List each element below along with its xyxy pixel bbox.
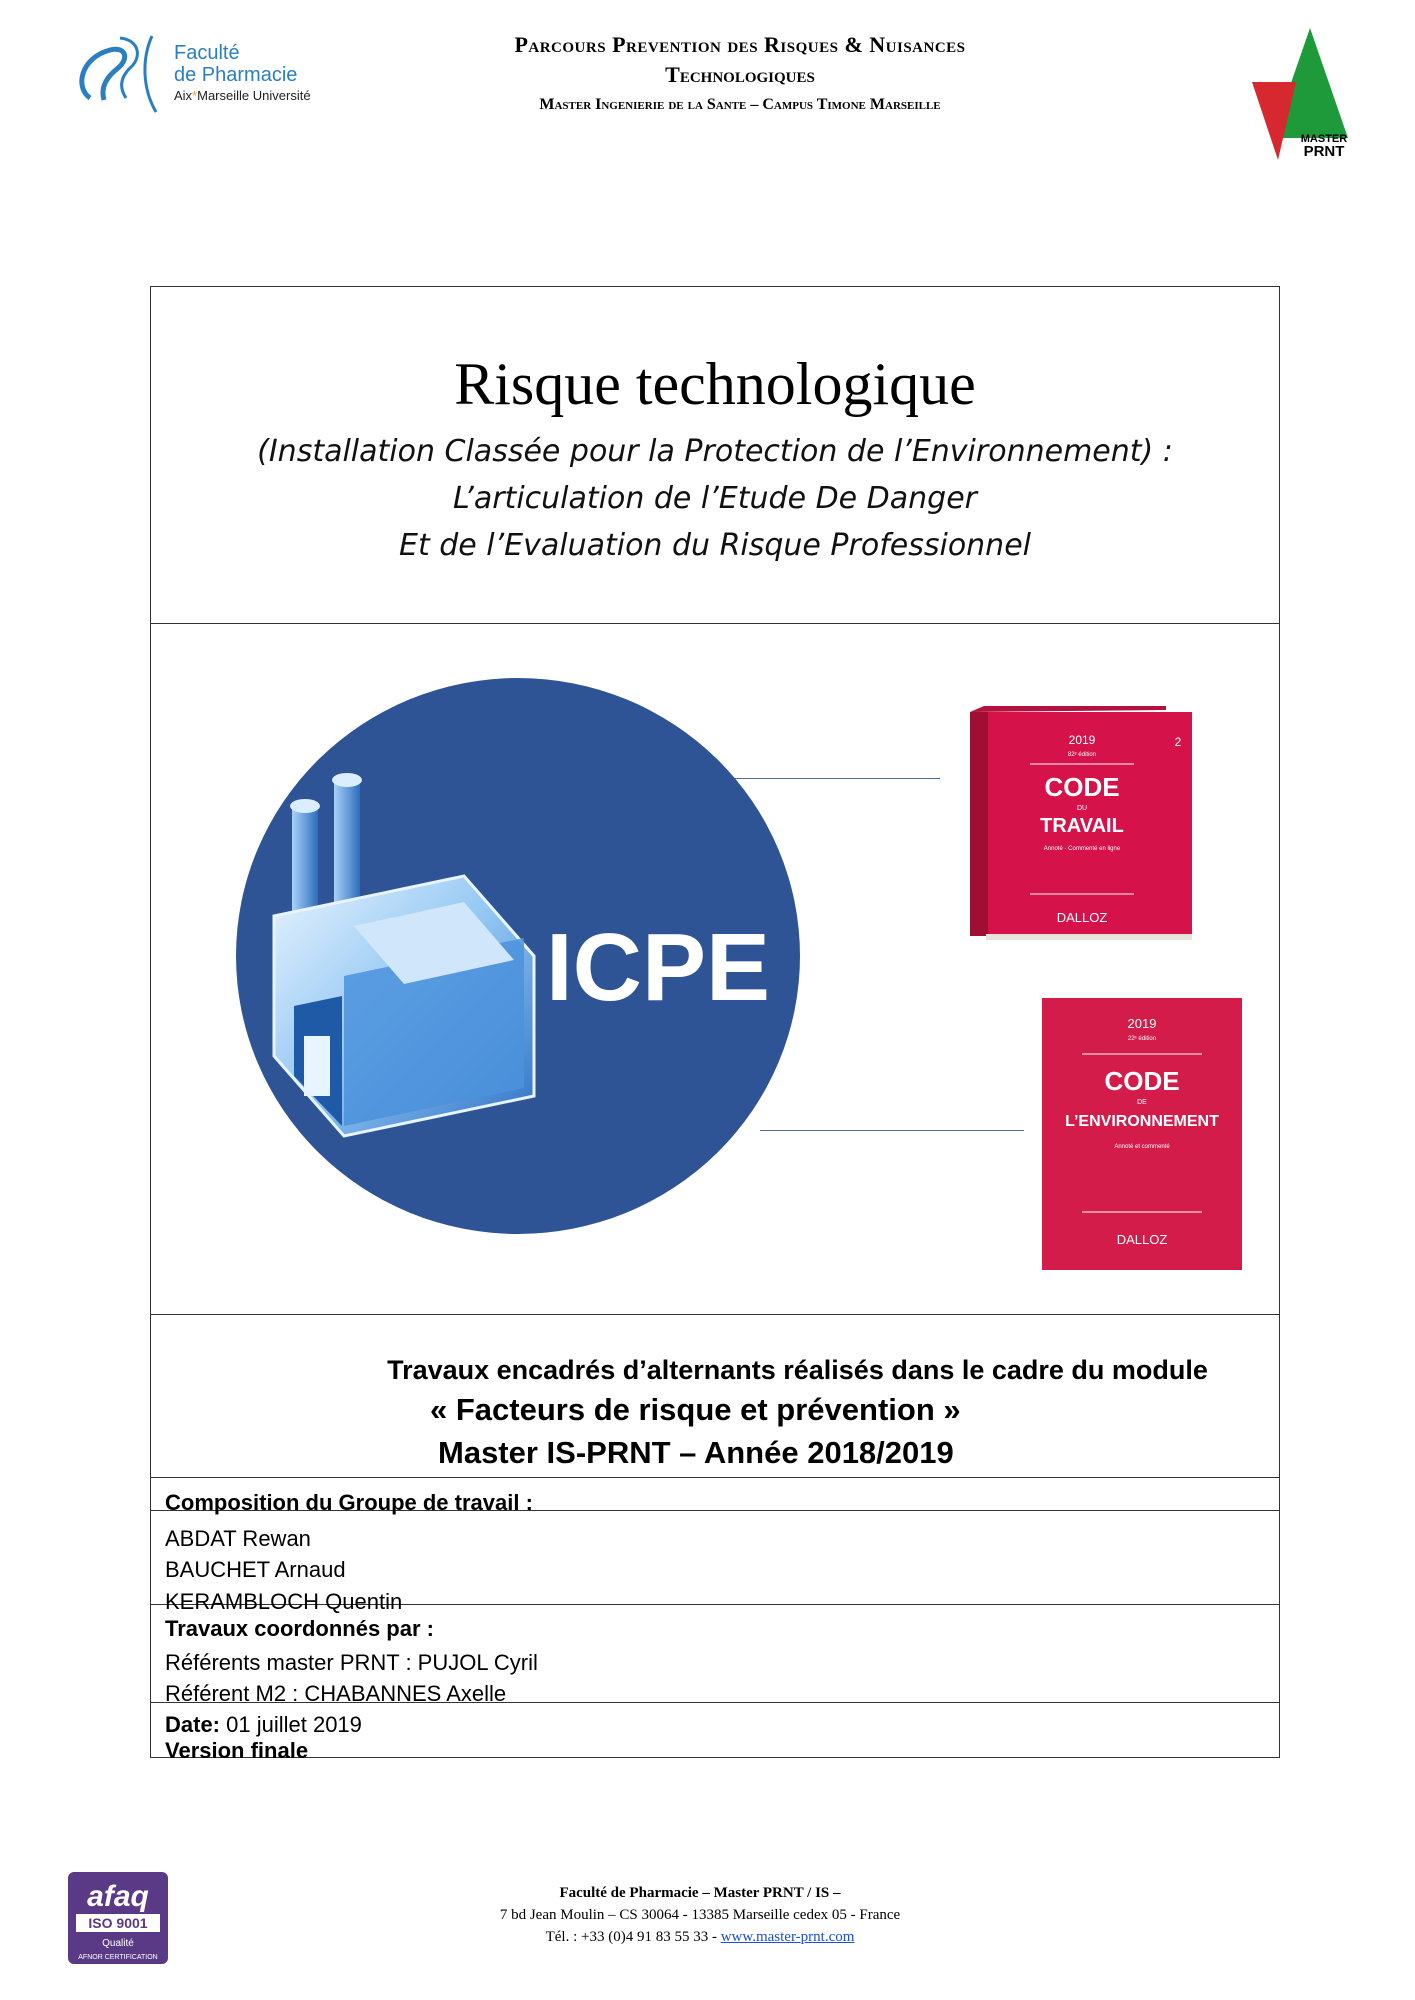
footer-line-3	[400, 1926, 1000, 1948]
university-star: *	[192, 87, 198, 103]
group-member: KERAMBLOCH Quentin	[165, 1589, 403, 1614]
icpe-label: ICPE	[545, 914, 771, 1021]
book1-number: 2	[1174, 735, 1182, 749]
book1-edition: 82ᵉ édition	[1067, 752, 1097, 758]
divider-module	[150, 1477, 1280, 1478]
book2-edition: 22ᵉ édition	[1127, 1036, 1157, 1042]
coordination-label: Travaux coordonnés par :	[165, 1616, 434, 1641]
prnt-logo-bottom: PRNT	[1303, 143, 1345, 160]
subtitle-line-1: (Installation Classée pour la Protection de l’Environnement) :	[257, 434, 1173, 469]
coordination-ref-2: Référent M2 : CHABANNES Axelle	[165, 1681, 507, 1706]
book-code-environnement	[1042, 998, 1242, 1270]
book1-annot: Annoté · Commenté en ligne	[1043, 846, 1121, 852]
footer-phone: Tél. : +33 (0)4 91 83 55 33 -	[545, 1929, 721, 1945]
master-year: Master IS-PRNT – Année 2018/2019	[438, 1435, 954, 1470]
afaq-top: afaq	[87, 1880, 149, 1913]
parcours-line-2: Technologiques	[665, 62, 815, 87]
afaq-cert: AFNOR CERTIFICATION	[78, 1954, 158, 1961]
divider-images	[150, 1314, 1280, 1315]
module-name: « Facteurs de risque et prévention »	[430, 1392, 961, 1427]
date-label: Date:	[165, 1712, 221, 1737]
subtitle-line-2: L’articulation de l’Etude De Danger	[452, 481, 977, 516]
prnt-triangles-icon	[1252, 28, 1352, 164]
book1-title-2: DU	[1076, 805, 1088, 812]
footer-line-2: 7 bd Jean Moulin – CS 30064 - 13385 Marseille cedex 05 - France	[499, 1907, 901, 1923]
afaq-iso-logo	[68, 1872, 168, 1964]
coordination-ref-1: Référents master PRNT : PUJOL Cyril	[165, 1650, 538, 1675]
master-prnt-logo	[1252, 28, 1352, 164]
date-line	[165, 1712, 362, 1738]
divider-title	[150, 623, 1280, 624]
header-title-block	[400, 32, 1080, 114]
footer-address	[400, 1882, 1000, 1948]
book2-publisher: DALLOZ	[1116, 1232, 1168, 1247]
book-code-du-travail	[970, 706, 1192, 942]
faculty-emblem-icon	[70, 28, 174, 118]
document-title: Risque technologique	[454, 351, 976, 417]
book2-annot: Annoté et commenté	[1114, 1144, 1170, 1150]
subtitle-line-3: Et de l’Evaluation du Risque Professionnel	[398, 528, 1031, 563]
document-subtitle	[150, 428, 1280, 569]
group-label: Composition du Groupe de travail :	[165, 1490, 533, 1515]
prnt-logo-top: MASTER	[1300, 133, 1348, 145]
book-environnement-icon	[1042, 998, 1242, 1270]
parcours-line-1: Parcours Prevention des Risques & Nuisances	[514, 32, 966, 57]
footer-line-1: Faculté de Pharmacie – Master PRNT / IS –	[559, 1885, 841, 1901]
book1-publisher: DALLOZ	[1056, 910, 1108, 925]
book1-title-3: TRAVAIL	[1040, 815, 1124, 837]
book-travail-icon	[970, 706, 1192, 942]
faculty-logo	[70, 28, 350, 118]
afaq-iso: ISO 9001	[88, 1915, 148, 1931]
faculty-line-2: de Pharmacie	[174, 64, 298, 87]
afaq-certification-icon	[68, 1872, 168, 1964]
website-link[interactable]: www.master-prnt.com	[720, 1929, 855, 1945]
faculty-name	[174, 42, 311, 103]
date-value: 01 juillet 2019	[220, 1712, 362, 1737]
book2-year: 2019	[1127, 1016, 1157, 1031]
group-member: BAUCHET Arnaud	[165, 1557, 346, 1582]
book1-year: 2019	[1068, 733, 1096, 747]
faculty-line-1: Faculté	[174, 42, 240, 64]
book2-title-3: L’ENVIRONNEMENT	[1065, 1113, 1219, 1130]
book1-title-1: CODE	[1044, 772, 1120, 802]
version-label: Version finale	[165, 1738, 309, 1763]
book2-title-2: DE	[1137, 1099, 1147, 1106]
module-intro: Travaux encadrés d’alternants réalisés dans le cadre du module	[387, 1355, 1208, 1385]
faculty-line-3	[174, 89, 311, 104]
factory-icon	[234, 676, 802, 1236]
master-line: Master Ingenierie de la Sante – Campus Timone Marseille	[539, 96, 941, 113]
book2-title-1: CODE	[1104, 1066, 1180, 1096]
university-marseille: Marseille Université	[197, 87, 311, 103]
afaq-quality: Qualité	[102, 1938, 134, 1949]
university-aix: Aix	[174, 87, 193, 103]
group-member: ABDAT Rewan	[165, 1526, 311, 1551]
icpe-illustration	[234, 676, 802, 1236]
